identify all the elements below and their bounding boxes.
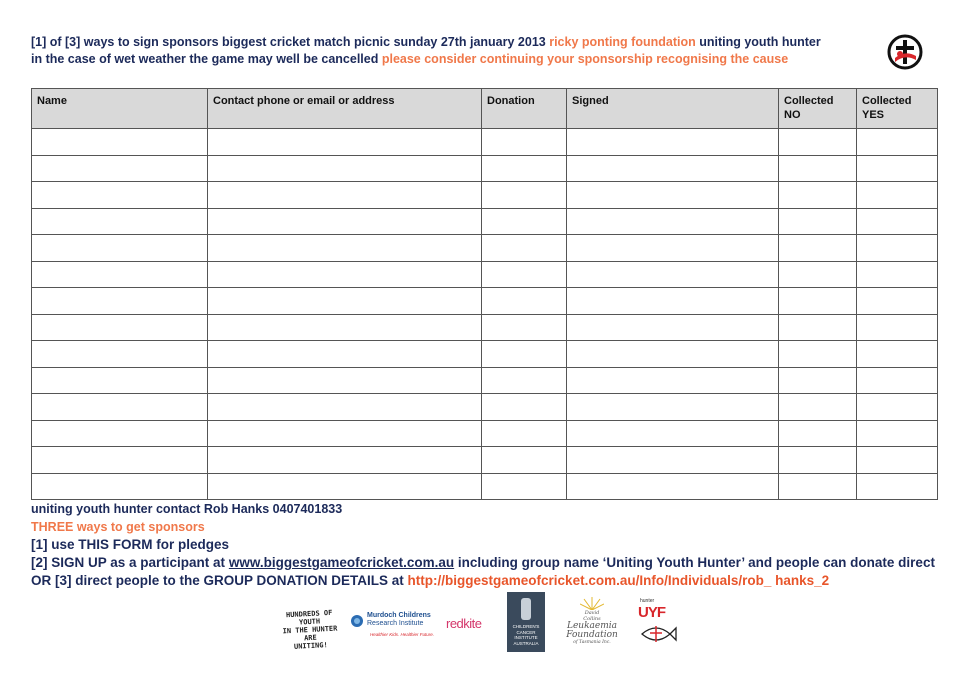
way-2-text-end: including group name ‘Uniting Youth Hunter’ and people can donate direct bbox=[457, 555, 935, 571]
contact-line: uniting youth hunter contact Rob Hanks 0407401833 bbox=[31, 502, 343, 516]
table-cell[interactable] bbox=[567, 367, 779, 394]
table-cell[interactable] bbox=[567, 208, 779, 235]
table-cell[interactable] bbox=[208, 314, 482, 341]
table-cell[interactable] bbox=[32, 182, 208, 209]
group-name: uniting youth hunter bbox=[699, 35, 821, 49]
table-cell[interactable] bbox=[857, 473, 938, 500]
table-cell[interactable] bbox=[32, 235, 208, 262]
childrens-cancer-institute-logo bbox=[507, 592, 545, 652]
table-row bbox=[32, 367, 938, 394]
table-row bbox=[32, 314, 938, 341]
table-cell[interactable] bbox=[32, 208, 208, 235]
fish-icon bbox=[638, 622, 678, 646]
table-cell[interactable] bbox=[567, 261, 779, 288]
table-cell[interactable] bbox=[857, 261, 938, 288]
table-cell[interactable] bbox=[857, 155, 938, 182]
table-cell[interactable] bbox=[567, 288, 779, 315]
table-cell[interactable] bbox=[567, 182, 779, 209]
three-ways-heading: THREE ways to get sponsors bbox=[31, 519, 205, 534]
table-cell[interactable] bbox=[32, 420, 208, 447]
col-header-donation: Donation bbox=[482, 89, 567, 129]
table-cell[interactable] bbox=[567, 155, 779, 182]
sunburst-icon bbox=[580, 596, 604, 610]
table-row bbox=[32, 420, 938, 447]
table-cell[interactable] bbox=[32, 288, 208, 315]
murdoch-line-2: Research Institute bbox=[367, 620, 424, 627]
table-row bbox=[32, 394, 938, 421]
table-cell[interactable] bbox=[32, 129, 208, 156]
table-cell[interactable] bbox=[857, 235, 938, 262]
table-cell[interactable] bbox=[567, 341, 779, 368]
table-row bbox=[32, 208, 938, 235]
table-cell[interactable] bbox=[857, 288, 938, 315]
table-cell[interactable] bbox=[32, 367, 208, 394]
table-cell[interactable] bbox=[208, 235, 482, 262]
table-cell[interactable] bbox=[567, 129, 779, 156]
table-cell[interactable] bbox=[567, 235, 779, 262]
table-cell[interactable] bbox=[482, 208, 567, 235]
way-2 bbox=[31, 554, 935, 572]
collected-yes-label-1: Collected bbox=[862, 95, 912, 107]
uyh-line-2: UYF bbox=[638, 604, 665, 621]
table-cell[interactable] bbox=[208, 261, 482, 288]
table-cell[interactable] bbox=[482, 367, 567, 394]
table-cell[interactable] bbox=[567, 394, 779, 421]
col-header-collected-no bbox=[779, 89, 857, 129]
table-row bbox=[32, 473, 938, 500]
table-cell[interactable] bbox=[482, 182, 567, 209]
table-cell[interactable] bbox=[779, 394, 857, 421]
table-cell[interactable] bbox=[32, 447, 208, 474]
table-cell[interactable] bbox=[32, 314, 208, 341]
table-cell[interactable] bbox=[567, 447, 779, 474]
table-row bbox=[32, 447, 938, 474]
ccia-line-1: CHILDREN'S bbox=[512, 624, 540, 629]
table-cell[interactable] bbox=[208, 288, 482, 315]
table-header-row bbox=[32, 89, 938, 129]
table-cell[interactable] bbox=[779, 208, 857, 235]
table-cell[interactable] bbox=[482, 261, 567, 288]
footer-instructions bbox=[31, 501, 935, 590]
table-row bbox=[32, 129, 938, 156]
table-cell[interactable] bbox=[482, 155, 567, 182]
table-cell[interactable] bbox=[779, 473, 857, 500]
table-cell[interactable] bbox=[857, 447, 938, 474]
col-header-name: Name bbox=[32, 89, 208, 129]
table-cell[interactable] bbox=[32, 341, 208, 368]
leuk-line-2: Collins bbox=[583, 616, 601, 622]
leuk-line-4: Foundation bbox=[566, 630, 618, 640]
hundreds-line-3: UNITING! bbox=[293, 641, 328, 651]
sponsorship-note: please consider continuing your sponsorship recognising the cause bbox=[381, 52, 789, 66]
way-3-text: OR [3] direct people to the GROUP DONATION DETAILS at bbox=[31, 572, 404, 588]
leuk-line-1: David bbox=[584, 610, 600, 616]
ccia-line-3: INSTITUTE bbox=[514, 635, 538, 640]
table-cell[interactable] bbox=[208, 420, 482, 447]
hundreds-line-2: IN THE HUNTER ARE bbox=[282, 624, 338, 643]
table-cell[interactable] bbox=[857, 129, 938, 156]
table-row bbox=[32, 235, 938, 262]
form-header bbox=[31, 34, 871, 68]
table-cell[interactable] bbox=[857, 314, 938, 341]
table-row bbox=[32, 155, 938, 182]
collected-no-label-1: Collected bbox=[784, 95, 834, 107]
table-cell[interactable] bbox=[779, 182, 857, 209]
ccia-line-4: AUSTRALIA bbox=[513, 640, 539, 646]
table-cell[interactable] bbox=[482, 235, 567, 262]
table-cell[interactable] bbox=[208, 447, 482, 474]
murdoch-mark-icon bbox=[350, 614, 364, 628]
table-row bbox=[32, 261, 938, 288]
col-header-signed: Signed bbox=[567, 89, 779, 129]
table-cell[interactable] bbox=[208, 182, 482, 209]
table-cell[interactable] bbox=[567, 420, 779, 447]
leuk-line-5: of Tasmania Inc. bbox=[573, 640, 611, 645]
table-cell[interactable] bbox=[857, 394, 938, 421]
table-cell[interactable] bbox=[32, 394, 208, 421]
way-3 bbox=[31, 572, 935, 590]
way-1: [1] use THIS FORM for pledges bbox=[31, 537, 230, 553]
link-part-b: ofcricket.com.au bbox=[346, 555, 455, 571]
header-text: [1] of [3] ways to sign sponsors biggest cricket match picnic sunday 27th january 2013 bbox=[31, 35, 546, 49]
table-cell[interactable] bbox=[779, 447, 857, 474]
table-cell[interactable] bbox=[857, 341, 938, 368]
table-cell[interactable] bbox=[32, 473, 208, 500]
table-cell[interactable] bbox=[32, 261, 208, 288]
table-cell[interactable] bbox=[208, 394, 482, 421]
table-cell[interactable] bbox=[779, 420, 857, 447]
table-cell[interactable] bbox=[779, 288, 857, 315]
table-cell[interactable] bbox=[482, 288, 567, 315]
table-cell[interactable] bbox=[32, 155, 208, 182]
table-cell[interactable] bbox=[208, 155, 482, 182]
header-line-2 bbox=[31, 51, 871, 68]
redkite-logo: redkite bbox=[446, 616, 482, 631]
table-cell[interactable] bbox=[482, 341, 567, 368]
table-body bbox=[32, 129, 938, 500]
table-cell[interactable] bbox=[779, 341, 857, 368]
table-cell[interactable] bbox=[857, 420, 938, 447]
table-cell[interactable] bbox=[779, 261, 857, 288]
pledge-table bbox=[31, 88, 938, 500]
group-donation-link[interactable]: http://biggestgameofcricket.com.au/Info/Individuals/rob_ hanks_2 bbox=[407, 572, 830, 588]
table-cell[interactable] bbox=[482, 420, 567, 447]
uniting-youth-hunter-logo bbox=[636, 598, 682, 648]
leukaemia-foundation-logo bbox=[564, 596, 620, 646]
table-cell[interactable] bbox=[779, 129, 857, 156]
table-row bbox=[32, 288, 938, 315]
table-cell[interactable] bbox=[208, 341, 482, 368]
table-cell[interactable] bbox=[779, 235, 857, 262]
hundreds-line-1: HUNDREDS OF YOUTH bbox=[285, 608, 333, 627]
table-cell[interactable] bbox=[779, 155, 857, 182]
table-cell[interactable] bbox=[482, 129, 567, 156]
table-cell[interactable] bbox=[779, 314, 857, 341]
table-cell[interactable] bbox=[857, 367, 938, 394]
biggest-game-link[interactable] bbox=[229, 555, 454, 570]
table-cell[interactable] bbox=[208, 129, 482, 156]
table-cell[interactable] bbox=[482, 394, 567, 421]
table-cell[interactable] bbox=[482, 314, 567, 341]
hundreds-of-youth-logo bbox=[275, 608, 345, 652]
weather-note: in the case of wet weather the game may well be cancelled bbox=[31, 52, 379, 66]
table-cell[interactable] bbox=[208, 208, 482, 235]
uyh-line-1: hunter bbox=[640, 598, 655, 604]
leuk-line-3: Leukaemia bbox=[566, 621, 618, 631]
table-cell[interactable] bbox=[482, 473, 567, 500]
table-cell[interactable] bbox=[857, 208, 938, 235]
table-row bbox=[32, 182, 938, 209]
table-cell[interactable] bbox=[567, 314, 779, 341]
collected-yes-label-2: YES bbox=[862, 109, 885, 121]
uniting-church-logo-icon bbox=[887, 34, 923, 70]
murdoch-line-1: Murdoch Childrens bbox=[367, 612, 431, 619]
table-cell[interactable] bbox=[857, 182, 938, 209]
col-header-contact: Contact phone or email or address bbox=[208, 89, 482, 129]
table-cell[interactable] bbox=[567, 473, 779, 500]
header-line-1 bbox=[31, 34, 871, 51]
murdoch-tagline: Healthier Kids. Healthier Future. bbox=[370, 632, 435, 637]
table-cell[interactable] bbox=[779, 367, 857, 394]
table-row bbox=[32, 341, 938, 368]
table-cell[interactable] bbox=[208, 367, 482, 394]
table-cell[interactable] bbox=[482, 447, 567, 474]
foundation-name: ricky ponting foundation bbox=[549, 35, 696, 49]
way-2-text: [2] SIGN UP as a participant at bbox=[31, 555, 226, 571]
ccia-line-2: CANCER bbox=[516, 629, 536, 635]
link-part-a: www.biggestgame bbox=[228, 555, 347, 571]
table-cell[interactable] bbox=[208, 473, 482, 500]
col-header-collected-yes bbox=[857, 89, 938, 129]
collected-no-label-2: NO bbox=[784, 109, 801, 121]
